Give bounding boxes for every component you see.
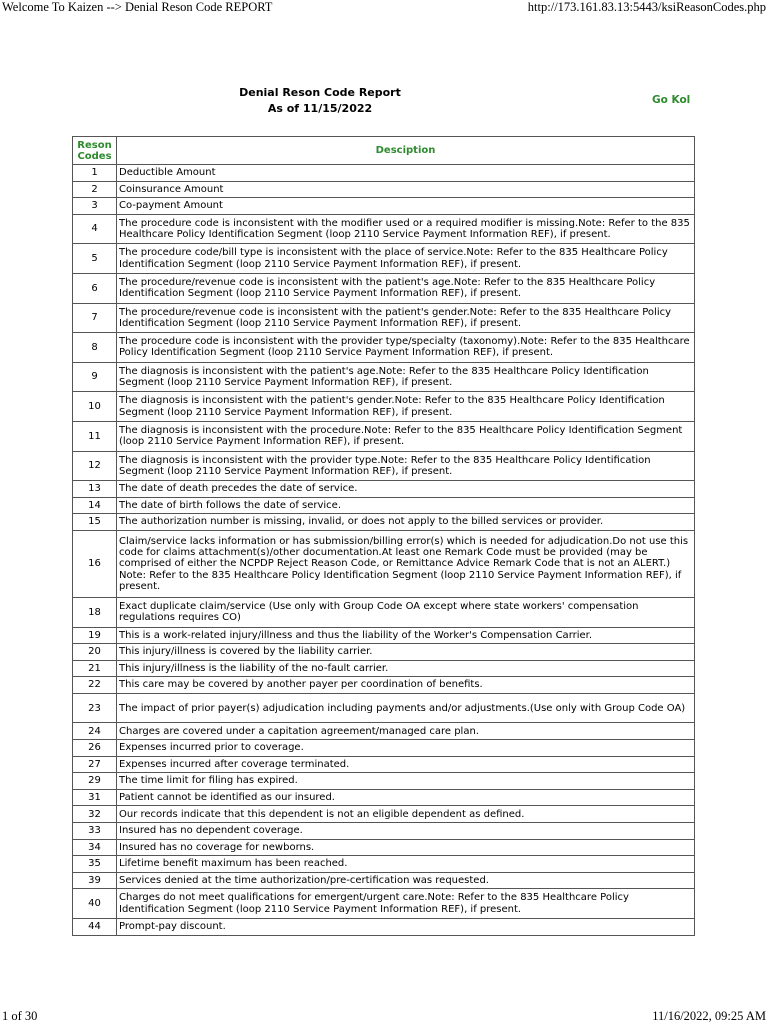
header-description: Desciption bbox=[117, 137, 695, 165]
table-row bbox=[73, 333, 695, 363]
reason-code-cell: 13 bbox=[73, 481, 117, 498]
reason-code-cell: 22 bbox=[73, 677, 117, 694]
reason-code-cell: 21 bbox=[73, 660, 117, 677]
reason-code-cell: 18 bbox=[73, 597, 117, 627]
reason-code-cell: 35 bbox=[73, 856, 117, 873]
description-cell: The diagnosis is inconsistent with the patient's gender.Note: Refer to the 835 Healthcare Policy Identification Segment (loop 2110 Service Payment Information REF), if present. bbox=[117, 392, 695, 422]
table-row bbox=[73, 165, 695, 182]
table-row bbox=[73, 644, 695, 661]
reason-code-cell: 32 bbox=[73, 806, 117, 823]
reason-code-cell: 1 bbox=[73, 165, 117, 182]
reason-code-cell: 3 bbox=[73, 198, 117, 215]
table-row bbox=[73, 514, 695, 531]
table-row bbox=[73, 497, 695, 514]
table-row bbox=[73, 181, 695, 198]
description-cell: The procedure code/bill type is inconsistent with the place of service.Note: Refer to the 835 Healthcare Policy Identification Segment (loop 2110 Service Payment Information REF), if present. bbox=[117, 244, 695, 274]
reason-code-cell: 6 bbox=[73, 273, 117, 303]
description-cell: The diagnosis is inconsistent with the procedure.Note: Refer to the 835 Healthcare Policy Identification Segment (loop 2110 Service Payment Information REF), if present. bbox=[117, 421, 695, 451]
report-title: Denial Reson Code Report bbox=[239, 86, 401, 99]
description-cell: The time limit for filing has expired. bbox=[117, 773, 695, 790]
print-timestamp: 11/16/2022, 09:25 AM bbox=[652, 1009, 766, 1023]
go-link[interactable]: Go Kol bbox=[652, 94, 691, 106]
table-row bbox=[73, 872, 695, 889]
reason-code-cell: 16 bbox=[73, 530, 117, 597]
table-row bbox=[73, 773, 695, 790]
table-row bbox=[73, 451, 695, 481]
table-row bbox=[73, 660, 695, 677]
table-row bbox=[73, 392, 695, 422]
description-cell: Patient cannot be identified as our insured. bbox=[117, 789, 695, 806]
description-cell: Coinsurance Amount bbox=[117, 181, 695, 198]
description-cell: This care may be covered by another payer per coordination of benefits. bbox=[117, 677, 695, 694]
table-row bbox=[73, 856, 695, 873]
description-cell: The diagnosis is inconsistent with the patient's age.Note: Refer to the 835 Healthcare Policy Identification Segment (loop 2110 Service Payment Information REF), if present. bbox=[117, 362, 695, 392]
description-cell: The procedure/revenue code is inconsistent with the patient's age.Note: Refer to the 835 Healthcare Policy Identification Segment (loop 2110 Service Payment Information REF), if present. bbox=[117, 273, 695, 303]
description-cell: Services denied at the time authorization/pre-certification was requested. bbox=[117, 872, 695, 889]
reason-code-cell: 20 bbox=[73, 644, 117, 661]
description-cell: Expenses incurred after coverage terminated. bbox=[117, 756, 695, 773]
table-row bbox=[73, 214, 695, 244]
print-header-title: Welcome To Kaizen --> Denial Reson Code REPORT bbox=[2, 0, 273, 14]
description-cell: The impact of prior payer(s) adjudication including payments and/or adjustments.(Use only with Group Code OA) bbox=[117, 693, 695, 723]
description-cell: The authorization number is missing, invalid, or does not apply to the billed services or provider. bbox=[117, 514, 695, 531]
table-row bbox=[73, 919, 695, 936]
table-row bbox=[73, 530, 695, 597]
table-row bbox=[73, 627, 695, 644]
description-cell: Charges are covered under a capitation agreement/managed care plan. bbox=[117, 723, 695, 740]
reason-code-cell: 5 bbox=[73, 244, 117, 274]
description-cell: The date of death precedes the date of service. bbox=[117, 481, 695, 498]
report-title-block bbox=[200, 85, 440, 117]
description-cell: Insured has no coverage for newborns. bbox=[117, 839, 695, 856]
table-row bbox=[73, 789, 695, 806]
reason-code-cell: 15 bbox=[73, 514, 117, 531]
reason-code-cell: 39 bbox=[73, 872, 117, 889]
table-row bbox=[73, 839, 695, 856]
description-cell: Expenses incurred prior to coverage. bbox=[117, 740, 695, 757]
table-row bbox=[73, 244, 695, 274]
table-row bbox=[73, 677, 695, 694]
description-cell: The procedure code is inconsistent with the provider type/specialty (taxonomy).Note: Refer to the 835 Healthcare Policy Identification Segment (loop 2110 Service Payment Information REF), if present. bbox=[117, 333, 695, 363]
reason-code-cell: 26 bbox=[73, 740, 117, 757]
reason-codes-table bbox=[72, 136, 695, 936]
description-cell: This injury/illness is the liability of the no-fault carrier. bbox=[117, 660, 695, 677]
reason-code-cell: 8 bbox=[73, 333, 117, 363]
table-row bbox=[73, 362, 695, 392]
table-row bbox=[73, 806, 695, 823]
table-row bbox=[73, 597, 695, 627]
description-cell: Claim/service lacks information or has submission/billing error(s) which is needed for adjudication.Do not use this code for claims attachment(s)/other documentation.At least one Remark Code must be provided (may be comprised of either the NCPDP Reject Reason Code, or Remittance Advice Remark Code that is not an ALERT.) Note: Refer to the 835 Healthcare Policy Identification Segment (loop 2110 Service Payment Information REF), if present. bbox=[117, 530, 695, 597]
reason-code-cell: 27 bbox=[73, 756, 117, 773]
table-row bbox=[73, 756, 695, 773]
print-footer bbox=[0, 1009, 768, 1025]
reason-code-cell: 24 bbox=[73, 723, 117, 740]
table-row bbox=[73, 823, 695, 840]
reason-code-cell: 14 bbox=[73, 497, 117, 514]
description-cell: This injury/illness is covered by the liability carrier. bbox=[117, 644, 695, 661]
report-date: As of 11/15/2022 bbox=[267, 102, 373, 115]
reason-code-cell: 2 bbox=[73, 181, 117, 198]
reason-code-cell: 23 bbox=[73, 693, 117, 723]
table-row bbox=[73, 481, 695, 498]
description-cell: Insured has no dependent coverage. bbox=[117, 823, 695, 840]
description-cell: Deductible Amount bbox=[117, 165, 695, 182]
print-header bbox=[0, 0, 768, 16]
description-cell: The date of birth follows the date of service. bbox=[117, 497, 695, 514]
header-reason-codes: Reson Codes bbox=[73, 137, 117, 165]
reason-code-cell: 10 bbox=[73, 392, 117, 422]
table-row bbox=[73, 889, 695, 919]
description-cell: The procedure/revenue code is inconsistent with the patient's gender.Note: Refer to the 835 Healthcare Policy Identification Segment (loop 2110 Service Payment Information REF), if present. bbox=[117, 303, 695, 333]
reason-code-cell: 19 bbox=[73, 627, 117, 644]
table-row bbox=[73, 421, 695, 451]
description-cell: The procedure code is inconsistent with the modifier used or a required modifier is missing.Note: Refer to the 835 Healthcare Policy Identification Segment (loop 2110 Service Payment Information REF), if present. bbox=[117, 214, 695, 244]
page-number: 1 of 30 bbox=[2, 1009, 38, 1023]
table-row bbox=[73, 723, 695, 740]
reason-code-cell: 12 bbox=[73, 451, 117, 481]
print-header-url: http://173.161.83.13:5443/ksiReasonCodes.php bbox=[527, 0, 766, 14]
reason-code-cell: 29 bbox=[73, 773, 117, 790]
reason-code-cell: 44 bbox=[73, 919, 117, 936]
reason-code-cell: 4 bbox=[73, 214, 117, 244]
table-body bbox=[73, 165, 695, 936]
description-cell: This is a work-related injury/illness and thus the liability of the Worker's Compensation Carrier. bbox=[117, 627, 695, 644]
table-row bbox=[73, 740, 695, 757]
description-cell: Lifetime benefit maximum has been reached. bbox=[117, 856, 695, 873]
reason-code-cell: 33 bbox=[73, 823, 117, 840]
description-cell: Co-payment Amount bbox=[117, 198, 695, 215]
reason-code-cell: 31 bbox=[73, 789, 117, 806]
description-cell: Exact duplicate claim/service (Use only with Group Code OA except where state workers' compensation regulations requires CO) bbox=[117, 597, 695, 627]
table-row bbox=[73, 198, 695, 215]
table-row bbox=[73, 303, 695, 333]
reason-code-cell: 9 bbox=[73, 362, 117, 392]
reason-code-cell: 7 bbox=[73, 303, 117, 333]
table-header-row bbox=[73, 137, 695, 165]
table-row bbox=[73, 693, 695, 723]
reason-code-cell: 11 bbox=[73, 421, 117, 451]
description-cell: Prompt-pay discount. bbox=[117, 919, 695, 936]
description-cell: Charges do not meet qualifications for emergent/urgent care.Note: Refer to the 835 Healthcare Policy Identification Segment (loop 2110 Service Payment Information REF), if present. bbox=[117, 889, 695, 919]
description-cell: The diagnosis is inconsistent with the provider type.Note: Refer to the 835 Healthcare Policy Identification Segment (loop 2110 Service Payment Information REF), if present. bbox=[117, 451, 695, 481]
reason-code-cell: 34 bbox=[73, 839, 117, 856]
table-row bbox=[73, 273, 695, 303]
reason-code-cell: 40 bbox=[73, 889, 117, 919]
description-cell: Our records indicate that this dependent is not an eligible dependent as defined. bbox=[117, 806, 695, 823]
